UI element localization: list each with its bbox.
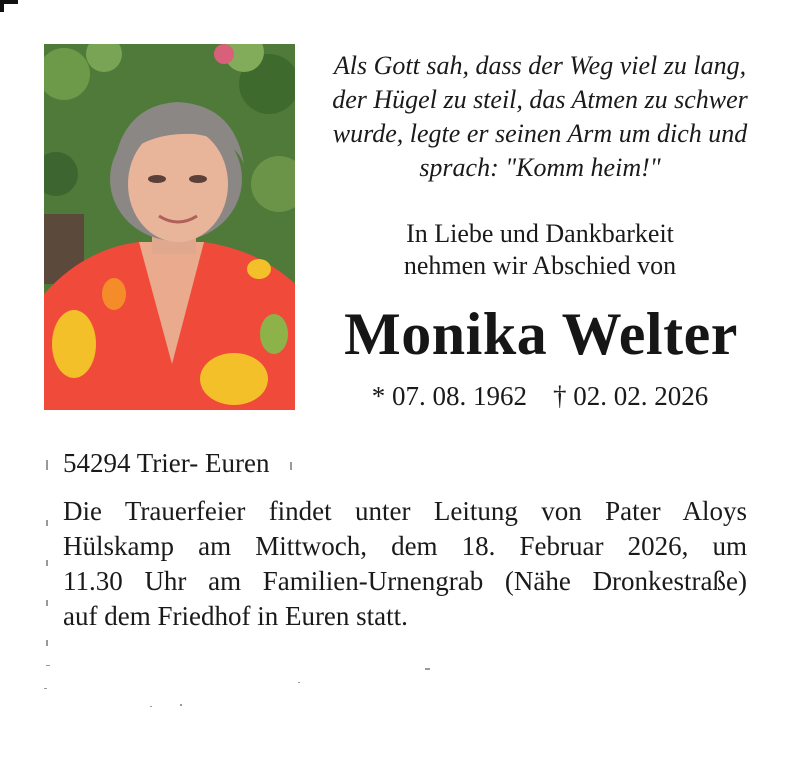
funeral-details-line: Die Trauerfeier findet unter Leitung von Pater Aloys [63,496,747,526]
death-date: † 02. 02. 2026 [553,381,709,411]
farewell-line: In Liebe und Dankbarkeit [406,219,674,248]
portrait-photo [44,44,295,410]
funeral-details-line: 11.30 Uhr am Familien-Urnengrab (Nähe Dronkestraße) [63,566,747,596]
birth-date: * 07. 08. 1962 [371,381,527,411]
poem-line: wurde, legte er seinen Arm um dich und [332,119,748,148]
portrait-illustration [44,44,295,410]
farewell-line: nehmen wir Abschied von [403,251,677,280]
poem-line: Als Gott sah, dass der Weg viel zu lang, [333,51,747,80]
funeral-details-line: Hülskamp am Mittwoch, dem 18. Februar 2026, um [63,531,747,561]
poem-line: der Hügel zu steil, das Atmen zu schwer [332,85,748,114]
farewell-text [330,218,750,282]
poem-line: sprach: "Komm heim!" [419,153,661,182]
funeral-details-line: auf dem Friedhof in Euren statt. [63,601,408,631]
deceased-name: Monika Welter [344,301,738,367]
memorial-poem [300,49,780,185]
funeral-details [63,494,747,634]
life-dates [330,378,750,414]
crop-mark [0,0,18,12]
residence-address: 54294 Trier- Euren [63,448,270,478]
